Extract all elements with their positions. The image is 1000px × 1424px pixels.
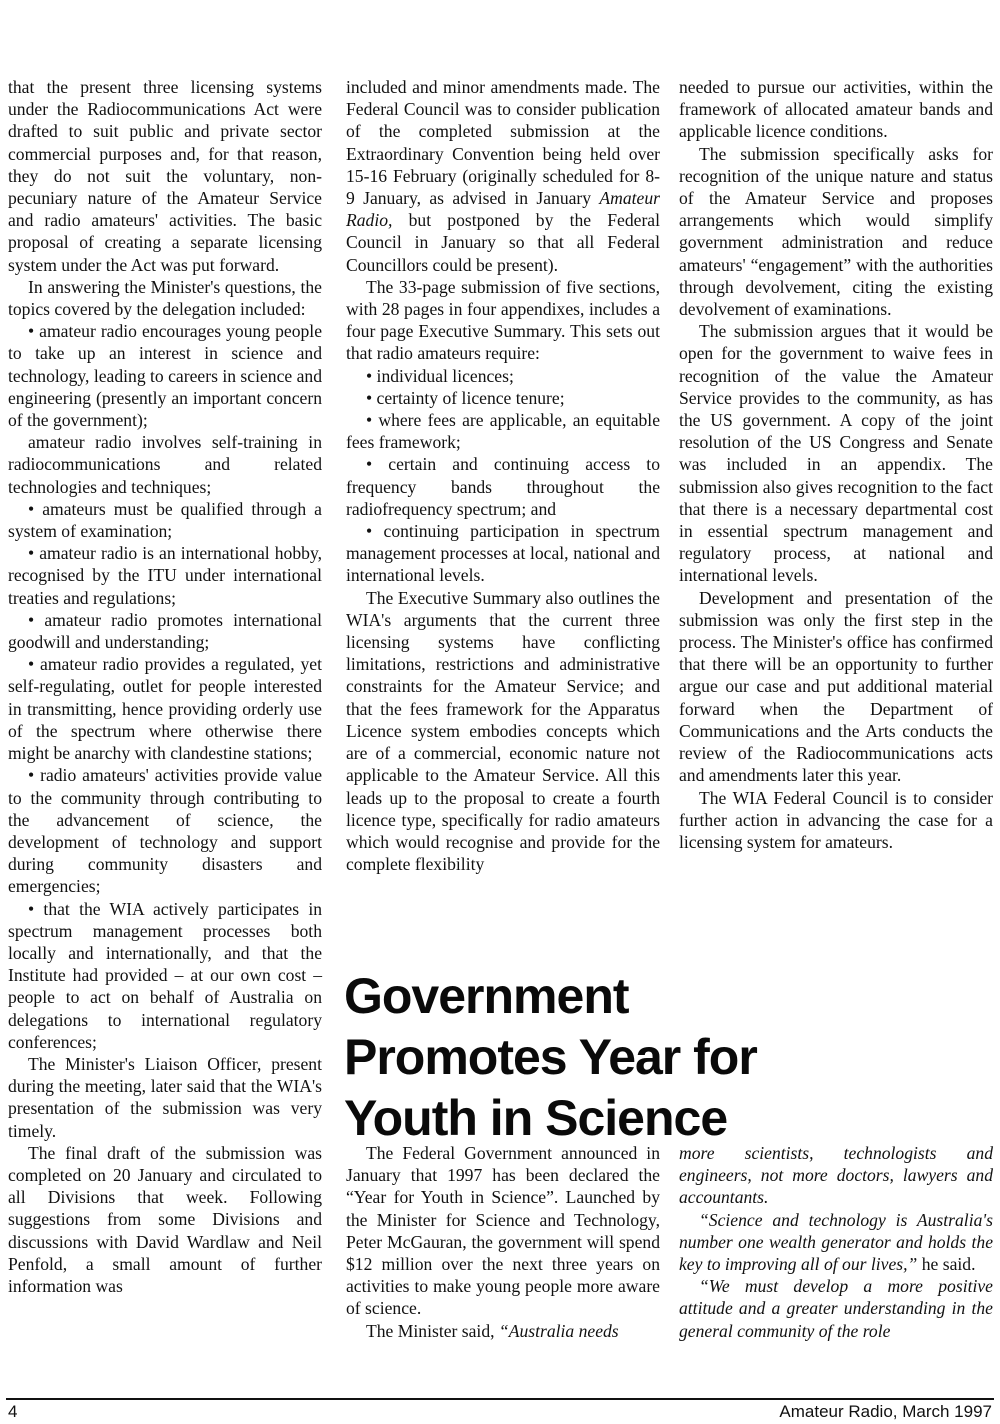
- text-run: The Minister said,: [366, 1320, 495, 1341]
- italic-publication-name: Amateur Radio,: [346, 188, 660, 231]
- bullet-item: amateur radio involves self-training in radiocommunications and related technologies and techniques;: [8, 432, 322, 497]
- article-column-2: [346, 76, 660, 875]
- article-column-1: [8, 76, 322, 1297]
- bullet-item: • where fees are applicable, an equitable fees framework;: [346, 410, 660, 453]
- text-run: included and minor amendments made. The Federal Council was to consider publication of the completed submission at the Extraordinary Convention being held over 15-16 February (originally scheduled for 8-9 January, as advised in January: [346, 77, 660, 209]
- paragraph: The final draft of the submission was completed on 20 January and circulated to all Divisions that week. Following suggestions from some Divisions and discussions with David Wardlaw and Neil Penfold, a small amount of further information was: [8, 1142, 322, 1296]
- text-run: he said.: [921, 1254, 976, 1275]
- headline-line: Government: [344, 968, 629, 1024]
- paragraph: [679, 1142, 993, 1209]
- bullet-item: • radio amateurs' activities provide value to the community through contributing to the advancement of science, the development of technology and support during community disasters and emergencies;: [8, 765, 322, 897]
- bullet-item: • amateur radio provides a regulated, yet self-regulating, outlet for people interested in transmitting, hence providing orderly use of the spectrum where otherwise there might be anarchy with clandestine stations;: [8, 654, 322, 764]
- paragraph: [679, 1209, 993, 1276]
- paragraph: that the present three licensing systems under the Radiocommunications Act were drafted to suit public and private sector commercial purposes and, for that reason, they do not suit the voluntary, non-pecuniary nature of the Amateur Service and radio amateurs' activities. The basic proposal of creating a separate licensing system under the Act was put forward.: [8, 77, 322, 275]
- paragraph: The Executive Summary also outlines the WIA's arguments that the current three licensing systems have conflicting limitations, restrictions and administrative constraints for the Amateur Service; and that the fees framework for the Apparatus Licence system embodies concepts which are of a commercial, economic nature not applicable to the Amateur Service. All this leads up to the proposal to create a fourth licence type, specifically for radio amateurs which would recognise and provide for the complete flexibility: [346, 587, 660, 875]
- bullet-item: • amateur radio promotes international goodwill and understanding;: [8, 609, 322, 653]
- page-number: 4: [8, 1402, 18, 1421]
- headline-line: Promotes Year for: [344, 1029, 757, 1085]
- article2-column-2: [679, 1142, 993, 1342]
- paragraph: The Federal Government announced in January that 1997 has been declared the “Year for Youth in Science”. Launched by the Minister for Science and Technology, Peter McGauran, the government will spend $12 million over the next three years on activities to make young people more aware of science.: [346, 1143, 660, 1319]
- bullet-item: • certainty of licence tenure;: [366, 387, 565, 408]
- headline-line: Youth in Science: [344, 1090, 728, 1146]
- paragraph: The Minister's Liaison Officer, present during the meeting, later said that the WIA's presentation of the submission was very timely.: [8, 1053, 322, 1141]
- paragraph: The WIA Federal Council is to consider further action in advancing the case for a licensing system for amateurs.: [679, 787, 993, 852]
- bullet-item: • amateur radio encourages young people to take up an interest in science and technology, leading to careers in science and engineering (presently an important concern of the government);: [8, 321, 322, 431]
- quote-text: “We must develop a more positive attitude and a greater understanding in the general community of the role: [679, 1276, 993, 1341]
- paragraph: Development and presentation of the submission was only the first step in the process. The Minister's office has confirmed that there will be an opportunity to further argue our case and put additional material forward when the Department of Communications and the Arts conducts the review of the Radiocommunications acts and amendments later this year.: [679, 587, 993, 786]
- footer-rule: [6, 1398, 994, 1400]
- bullet-item: • amateur radio is an international hobby, recognised by the ITU under international treaties and regulations;: [8, 543, 322, 608]
- article-column-3: [679, 76, 993, 853]
- publication-footer: Amateur Radio, March 1997: [779, 1402, 992, 1421]
- text-run: but postponed by the Federal Council in January so that all Federal Councillors could be present).: [346, 210, 660, 275]
- quote-text: more scientists, technologists and engineers, not more doctors, lawyers and accountants.: [679, 1143, 993, 1208]
- paragraph: The submission specifically asks for recognition of the unique nature and status of the Amateur Service and proposes arrangements which would simplify government administration and reduce amateurs' “engagement” with the authorities through devolvement, citing the existing devolvement of examinations.: [679, 143, 993, 320]
- paragraph: [346, 1320, 660, 1342]
- bullet-item: • individual licences;: [366, 365, 514, 386]
- bullet-item: • continuing participation in spectrum management processes at local, national and international levels.: [346, 521, 660, 586]
- paragraph: The submission argues that it would be open for the government to waive fees in recognition of the value the Amateur Service provides to the community, as has the US government. A copy of the joint resolution of the US Congress and Senate was included in an appendix. The submission also gives recognition to the fact that there is a necessary departmental cost in essential spectrum management and regulatory process, at national and international levels.: [679, 321, 993, 586]
- article2-column-1: [346, 1142, 660, 1342]
- bullet-item: • certain and continuing access to frequency bands throughout the radiofrequency spectrum; and: [346, 454, 660, 519]
- bullet-item: • amateurs must be qualified through a system of examination;: [8, 498, 322, 542]
- paragraph: [346, 76, 660, 276]
- paragraph: The 33-page submission of five sections, with 28 pages in four appendixes, includes a four page Executive Summary. This sets out that radio amateurs require:: [346, 276, 660, 364]
- paragraph: needed to pursue our activities, within the framework of allocated amateur bands and applicable licence conditions.: [679, 77, 993, 142]
- quote-text: “Science and technology is Australia's number one wealth generator and holds the key to improving all of our lives,”: [679, 1209, 993, 1275]
- bullet-item: • that the WIA actively participates in spectrum management processes both locally and internationally, and that the Institute had provided – at our own cost – people to act on behalf of Australia on delegations to international regulatory conferences;: [8, 898, 322, 1052]
- paragraph: [679, 1275, 993, 1342]
- article-headline: [344, 966, 994, 1149]
- paragraph: In answering the Minister's questions, the topics covered by the delegation included:: [8, 276, 322, 320]
- quote-text: “Australia needs: [498, 1320, 619, 1341]
